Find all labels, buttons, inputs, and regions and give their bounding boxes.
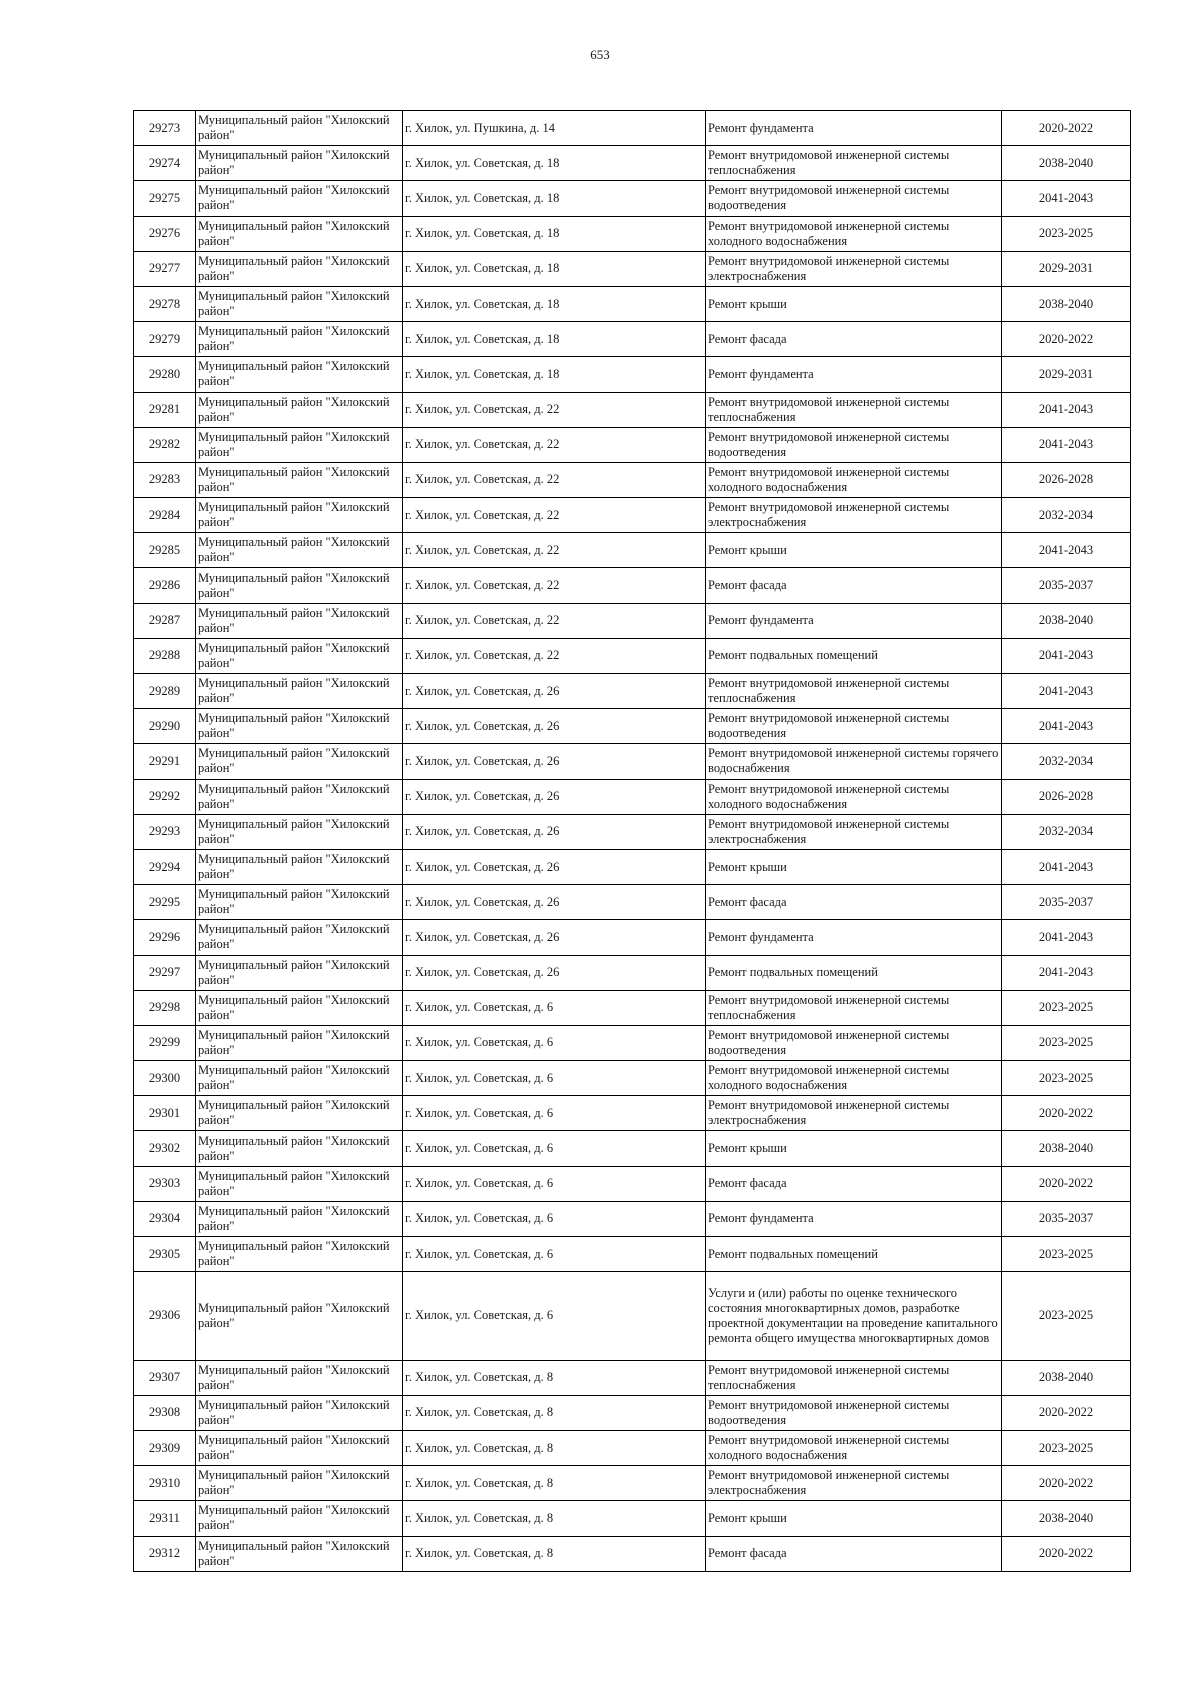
cell-row-number: 29309 <box>134 1430 196 1465</box>
cell-municipality: Муниципальный район "Хилокский район" <box>196 1201 403 1236</box>
table-row <box>134 111 1131 146</box>
page-number: 653 <box>590 47 610 62</box>
cell-work-type: Ремонт фундамента <box>706 920 1002 955</box>
cell-row-number: 29296 <box>134 920 196 955</box>
cell-work-type: Ремонт подвальных помещений <box>706 955 1002 990</box>
cell-row-number: 29276 <box>134 216 196 251</box>
cell-municipality: Муниципальный район "Хилокский район" <box>196 286 403 321</box>
cell-municipality: Муниципальный район "Хилокский район" <box>196 392 403 427</box>
cell-address: г. Хилок, ул. Советская, д. 26 <box>403 885 706 920</box>
cell-work-type: Ремонт внутридомовой инженерной системы водоотведения <box>706 427 1002 462</box>
cell-work-type: Ремонт внутридомовой инженерной системы теплоснабжения <box>706 146 1002 181</box>
cell-row-number: 29312 <box>134 1536 196 1571</box>
cell-row-number: 29273 <box>134 111 196 146</box>
cell-work-type: Ремонт внутридомовой инженерной системы холодного водоснабжения <box>706 779 1002 814</box>
cell-row-number: 29289 <box>134 674 196 709</box>
cell-municipality: Муниципальный район "Хилокский район" <box>196 885 403 920</box>
table-row <box>134 1501 1131 1536</box>
cell-period: 2038-2040 <box>1002 146 1131 181</box>
cell-work-type: Ремонт подвальных помещений <box>706 1237 1002 1272</box>
cell-period: 2041-2043 <box>1002 955 1131 990</box>
table-row <box>134 920 1131 955</box>
cell-address: г. Хилок, ул. Советская, д. 8 <box>403 1430 706 1465</box>
cell-period: 2023-2025 <box>1002 1237 1131 1272</box>
table-row <box>134 709 1131 744</box>
cell-work-type: Ремонт внутридомовой инженерной системы холодного водоснабжения <box>706 216 1002 251</box>
cell-municipality: Муниципальный район "Хилокский район" <box>196 568 403 603</box>
cell-period: 2026-2028 <box>1002 462 1131 497</box>
cell-period: 2038-2040 <box>1002 286 1131 321</box>
cell-address: г. Хилок, ул. Советская, д. 6 <box>403 990 706 1025</box>
table-row <box>134 1466 1131 1501</box>
cell-municipality: Муниципальный район "Хилокский район" <box>196 1272 403 1360</box>
cell-row-number: 29300 <box>134 1061 196 1096</box>
cell-period: 2041-2043 <box>1002 427 1131 462</box>
cell-row-number: 29275 <box>134 181 196 216</box>
table-row <box>134 603 1131 638</box>
cell-work-type: Ремонт внутридомовой инженерной системы теплоснабжения <box>706 990 1002 1025</box>
cell-row-number: 29278 <box>134 286 196 321</box>
cell-municipality: Муниципальный район "Хилокский район" <box>196 1131 403 1166</box>
cell-row-number: 29306 <box>134 1272 196 1360</box>
cell-work-type: Ремонт фундамента <box>706 111 1002 146</box>
table-row <box>134 674 1131 709</box>
cell-address: г. Хилок, ул. Советская, д. 6 <box>403 1096 706 1131</box>
cell-period: 2038-2040 <box>1002 1360 1131 1395</box>
cell-row-number: 29277 <box>134 251 196 286</box>
cell-address: г. Хилок, ул. Советская, д. 6 <box>403 1025 706 1060</box>
cell-period: 2026-2028 <box>1002 779 1131 814</box>
cell-period: 2038-2040 <box>1002 603 1131 638</box>
table-row <box>134 286 1131 321</box>
cell-municipality: Муниципальный район "Хилокский район" <box>196 216 403 251</box>
cell-row-number: 29280 <box>134 357 196 392</box>
cell-work-type: Ремонт фасада <box>706 322 1002 357</box>
table-row <box>134 1536 1131 1571</box>
cell-address: г. Хилок, ул. Советская, д. 6 <box>403 1272 706 1360</box>
cell-work-type: Ремонт внутридомовой инженерной системы водоотведения <box>706 709 1002 744</box>
cell-period: 2023-2025 <box>1002 990 1131 1025</box>
cell-row-number: 29294 <box>134 849 196 884</box>
cell-work-type: Услуги и (или) работы по оценке технического состояния многоквартирных домов, разработке проектной документации на проведение капитального ремонта общего имущества многоквартирных домов <box>706 1272 1002 1360</box>
cell-row-number: 29290 <box>134 709 196 744</box>
cell-municipality: Муниципальный район "Хилокский район" <box>196 533 403 568</box>
cell-address: г. Хилок, ул. Советская, д. 18 <box>403 216 706 251</box>
cell-period: 2020-2022 <box>1002 1096 1131 1131</box>
cell-row-number: 29279 <box>134 322 196 357</box>
cell-municipality: Муниципальный район "Хилокский район" <box>196 1237 403 1272</box>
cell-row-number: 29299 <box>134 1025 196 1060</box>
cell-work-type: Ремонт крыши <box>706 286 1002 321</box>
cell-work-type: Ремонт внутридомовой инженерной системы водоотведения <box>706 1025 1002 1060</box>
cell-address: г. Хилок, ул. Советская, д. 26 <box>403 814 706 849</box>
cell-municipality: Муниципальный район "Хилокский район" <box>196 357 403 392</box>
cell-work-type: Ремонт фундамента <box>706 1201 1002 1236</box>
cell-row-number: 29308 <box>134 1395 196 1430</box>
cell-address: г. Хилок, ул. Советская, д. 6 <box>403 1131 706 1166</box>
table-row <box>134 814 1131 849</box>
cell-row-number: 29281 <box>134 392 196 427</box>
cell-municipality: Муниципальный район "Хилокский район" <box>196 251 403 286</box>
cell-address: г. Хилок, ул. Советская, д. 22 <box>403 462 706 497</box>
cell-municipality: Муниципальный район "Хилокский район" <box>196 462 403 497</box>
cell-municipality: Муниципальный район "Хилокский район" <box>196 1466 403 1501</box>
cell-period: 2041-2043 <box>1002 709 1131 744</box>
table-row <box>134 990 1131 1025</box>
cell-municipality: Муниципальный район "Хилокский район" <box>196 1395 403 1430</box>
cell-period: 2041-2043 <box>1002 181 1131 216</box>
cell-work-type: Ремонт подвальных помещений <box>706 638 1002 673</box>
cell-address: г. Хилок, ул. Советская, д. 22 <box>403 427 706 462</box>
capital-repair-table <box>133 110 1131 1572</box>
cell-work-type: Ремонт крыши <box>706 533 1002 568</box>
cell-address: г. Хилок, ул. Советская, д. 22 <box>403 392 706 427</box>
cell-work-type: Ремонт крыши <box>706 1501 1002 1536</box>
table-row <box>134 1237 1131 1272</box>
cell-municipality: Муниципальный район "Хилокский район" <box>196 603 403 638</box>
cell-period: 2041-2043 <box>1002 920 1131 955</box>
cell-period: 2041-2043 <box>1002 392 1131 427</box>
cell-municipality: Муниципальный район "Хилокский район" <box>196 849 403 884</box>
cell-municipality: Муниципальный район "Хилокский район" <box>196 814 403 849</box>
cell-period: 2020-2022 <box>1002 1395 1131 1430</box>
cell-address: г. Хилок, ул. Советская, д. 8 <box>403 1501 706 1536</box>
cell-work-type: Ремонт внутридомовой инженерной системы теплоснабжения <box>706 1360 1002 1395</box>
cell-period: 2032-2034 <box>1002 814 1131 849</box>
cell-work-type: Ремонт внутридомовой инженерной системы холодного водоснабжения <box>706 462 1002 497</box>
cell-municipality: Муниципальный район "Хилокский район" <box>196 1501 403 1536</box>
cell-address: г. Хилок, ул. Советская, д. 22 <box>403 533 706 568</box>
cell-work-type: Ремонт внутридомовой инженерной системы горячего водоснабжения <box>706 744 1002 779</box>
cell-work-type: Ремонт крыши <box>706 849 1002 884</box>
cell-row-number: 29302 <box>134 1131 196 1166</box>
cell-row-number: 29305 <box>134 1237 196 1272</box>
cell-period: 2020-2022 <box>1002 1466 1131 1501</box>
cell-period: 2041-2043 <box>1002 533 1131 568</box>
cell-address: г. Хилок, ул. Советская, д. 8 <box>403 1536 706 1571</box>
cell-work-type: Ремонт внутридомовой инженерной системы водоотведения <box>706 1395 1002 1430</box>
table-row <box>134 849 1131 884</box>
cell-address: г. Хилок, ул. Советская, д. 22 <box>403 568 706 603</box>
cell-address: г. Хилок, ул. Советская, д. 6 <box>403 1237 706 1272</box>
cell-work-type: Ремонт внутридомовой инженерной системы электроснабжения <box>706 251 1002 286</box>
cell-address: г. Хилок, ул. Советская, д. 22 <box>403 603 706 638</box>
cell-row-number: 29295 <box>134 885 196 920</box>
cell-municipality: Муниципальный район "Хилокский район" <box>196 1061 403 1096</box>
cell-municipality: Муниципальный район "Хилокский район" <box>196 674 403 709</box>
table-row <box>134 322 1131 357</box>
cell-period: 2035-2037 <box>1002 1201 1131 1236</box>
table-row <box>134 462 1131 497</box>
cell-period: 2020-2022 <box>1002 1166 1131 1201</box>
table-row <box>134 427 1131 462</box>
cell-period: 2023-2025 <box>1002 1430 1131 1465</box>
cell-period: 2020-2022 <box>1002 1536 1131 1571</box>
cell-work-type: Ремонт внутридомовой инженерной системы теплоснабжения <box>706 674 1002 709</box>
cell-address: г. Хилок, ул. Советская, д. 26 <box>403 920 706 955</box>
table-row <box>134 568 1131 603</box>
cell-address: г. Хилок, ул. Советская, д. 26 <box>403 849 706 884</box>
cell-municipality: Муниципальный район "Хилокский район" <box>196 181 403 216</box>
cell-municipality: Муниципальный район "Хилокский район" <box>196 1096 403 1131</box>
cell-row-number: 29301 <box>134 1096 196 1131</box>
cell-row-number: 29288 <box>134 638 196 673</box>
cell-period: 2020-2022 <box>1002 111 1131 146</box>
table-row <box>134 1360 1131 1395</box>
cell-municipality: Муниципальный район "Хилокский район" <box>196 111 403 146</box>
cell-row-number: 29286 <box>134 568 196 603</box>
cell-period: 2035-2037 <box>1002 885 1131 920</box>
cell-municipality: Муниципальный район "Хилокский район" <box>196 498 403 533</box>
cell-period: 2041-2043 <box>1002 849 1131 884</box>
cell-row-number: 29307 <box>134 1360 196 1395</box>
cell-municipality: Муниципальный район "Хилокский район" <box>196 146 403 181</box>
cell-period: 2023-2025 <box>1002 1025 1131 1060</box>
table-row <box>134 1272 1131 1360</box>
cell-period: 2023-2025 <box>1002 1272 1131 1360</box>
cell-row-number: 29283 <box>134 462 196 497</box>
cell-address: г. Хилок, ул. Советская, д. 26 <box>403 779 706 814</box>
cell-work-type: Ремонт внутридомовой инженерной системы холодного водоснабжения <box>706 1061 1002 1096</box>
cell-period: 2038-2040 <box>1002 1131 1131 1166</box>
cell-address: г. Хилок, ул. Советская, д. 26 <box>403 744 706 779</box>
cell-row-number: 29298 <box>134 990 196 1025</box>
table-row <box>134 357 1131 392</box>
cell-work-type: Ремонт фасада <box>706 1536 1002 1571</box>
cell-address: г. Хилок, ул. Советская, д. 8 <box>403 1360 706 1395</box>
cell-municipality: Муниципальный район "Хилокский район" <box>196 322 403 357</box>
cell-row-number: 29292 <box>134 779 196 814</box>
cell-row-number: 29297 <box>134 955 196 990</box>
cell-row-number: 29287 <box>134 603 196 638</box>
cell-row-number: 29291 <box>134 744 196 779</box>
table-row <box>134 392 1131 427</box>
cell-row-number: 29303 <box>134 1166 196 1201</box>
cell-address: г. Хилок, ул. Советская, д. 6 <box>403 1201 706 1236</box>
table-row <box>134 251 1131 286</box>
cell-work-type: Ремонт внутридомовой инженерной системы электроснабжения <box>706 814 1002 849</box>
cell-address: г. Хилок, ул. Советская, д. 6 <box>403 1061 706 1096</box>
cell-address: г. Хилок, ул. Советская, д. 26 <box>403 674 706 709</box>
cell-work-type: Ремонт фасада <box>706 885 1002 920</box>
cell-period: 2041-2043 <box>1002 674 1131 709</box>
table-row <box>134 216 1131 251</box>
cell-row-number: 29310 <box>134 1466 196 1501</box>
cell-row-number: 29293 <box>134 814 196 849</box>
table-row <box>134 744 1131 779</box>
cell-address: г. Хилок, ул. Советская, д. 18 <box>403 181 706 216</box>
cell-address: г. Хилок, ул. Советская, д. 6 <box>403 1166 706 1201</box>
cell-work-type: Ремонт фасада <box>706 1166 1002 1201</box>
cell-period: 2023-2025 <box>1002 216 1131 251</box>
table-row <box>134 533 1131 568</box>
table-row <box>134 1096 1131 1131</box>
cell-address: г. Хилок, ул. Советская, д. 18 <box>403 286 706 321</box>
table-row <box>134 1430 1131 1465</box>
cell-address: г. Хилок, ул. Советская, д. 26 <box>403 955 706 990</box>
cell-municipality: Муниципальный район "Хилокский район" <box>196 1536 403 1571</box>
table-row <box>134 1201 1131 1236</box>
cell-address: г. Хилок, ул. Советская, д. 8 <box>403 1395 706 1430</box>
cell-work-type: Ремонт фасада <box>706 568 1002 603</box>
cell-address: г. Хилок, ул. Советская, д. 18 <box>403 322 706 357</box>
cell-work-type: Ремонт внутридомовой инженерной системы теплоснабжения <box>706 392 1002 427</box>
cell-municipality: Муниципальный район "Хилокский район" <box>196 427 403 462</box>
cell-work-type: Ремонт фундамента <box>706 357 1002 392</box>
cell-work-type: Ремонт внутридомовой инженерной системы электроснабжения <box>706 498 1002 533</box>
cell-address: г. Хилок, ул. Советская, д. 22 <box>403 638 706 673</box>
table-row <box>134 1025 1131 1060</box>
cell-period: 2029-2031 <box>1002 357 1131 392</box>
cell-address: г. Хилок, ул. Советская, д. 18 <box>403 357 706 392</box>
cell-period: 2038-2040 <box>1002 1501 1131 1536</box>
table-row <box>134 181 1131 216</box>
cell-work-type: Ремонт фундамента <box>706 603 1002 638</box>
cell-period: 2032-2034 <box>1002 498 1131 533</box>
cell-row-number: 29274 <box>134 146 196 181</box>
table-row <box>134 638 1131 673</box>
cell-address: г. Хилок, ул. Советская, д. 18 <box>403 146 706 181</box>
cell-period: 2020-2022 <box>1002 322 1131 357</box>
cell-municipality: Муниципальный район "Хилокский район" <box>196 920 403 955</box>
table-row <box>134 955 1131 990</box>
cell-row-number: 29311 <box>134 1501 196 1536</box>
cell-municipality: Муниципальный район "Хилокский район" <box>196 1360 403 1395</box>
cell-address: г. Хилок, ул. Советская, д. 22 <box>403 498 706 533</box>
cell-municipality: Муниципальный район "Хилокский район" <box>196 779 403 814</box>
cell-work-type: Ремонт внутридомовой инженерной системы водоотведения <box>706 181 1002 216</box>
cell-municipality: Муниципальный район "Хилокский район" <box>196 955 403 990</box>
cell-row-number: 29284 <box>134 498 196 533</box>
cell-period: 2023-2025 <box>1002 1061 1131 1096</box>
table-row <box>134 1166 1131 1201</box>
cell-row-number: 29304 <box>134 1201 196 1236</box>
cell-work-type: Ремонт крыши <box>706 1131 1002 1166</box>
cell-work-type: Ремонт внутридомовой инженерной системы холодного водоснабжения <box>706 1430 1002 1465</box>
table-body <box>134 111 1131 1572</box>
cell-row-number: 29282 <box>134 427 196 462</box>
table-row <box>134 146 1131 181</box>
table-row <box>134 885 1131 920</box>
cell-work-type: Ремонт внутридомовой инженерной системы электроснабжения <box>706 1096 1002 1131</box>
cell-municipality: Муниципальный район "Хилокский район" <box>196 638 403 673</box>
table-row <box>134 498 1131 533</box>
cell-address: г. Хилок, ул. Советская, д. 18 <box>403 251 706 286</box>
cell-period: 2041-2043 <box>1002 638 1131 673</box>
table-row <box>134 779 1131 814</box>
cell-period: 2029-2031 <box>1002 251 1131 286</box>
cell-municipality: Муниципальный район "Хилокский район" <box>196 1166 403 1201</box>
table-row <box>134 1395 1131 1430</box>
cell-municipality: Муниципальный район "Хилокский район" <box>196 1430 403 1465</box>
cell-address: г. Хилок, ул. Советская, д. 8 <box>403 1466 706 1501</box>
cell-period: 2032-2034 <box>1002 744 1131 779</box>
cell-row-number: 29285 <box>134 533 196 568</box>
cell-municipality: Муниципальный район "Хилокский район" <box>196 1025 403 1060</box>
table-row <box>134 1061 1131 1096</box>
cell-municipality: Муниципальный район "Хилокский район" <box>196 990 403 1025</box>
cell-address: г. Хилок, ул. Пушкина, д. 14 <box>403 111 706 146</box>
cell-municipality: Муниципальный район "Хилокский район" <box>196 744 403 779</box>
cell-address: г. Хилок, ул. Советская, д. 26 <box>403 709 706 744</box>
table-row <box>134 1131 1131 1166</box>
cell-municipality: Муниципальный район "Хилокский район" <box>196 709 403 744</box>
cell-work-type: Ремонт внутридомовой инженерной системы электроснабжения <box>706 1466 1002 1501</box>
cell-period: 2035-2037 <box>1002 568 1131 603</box>
